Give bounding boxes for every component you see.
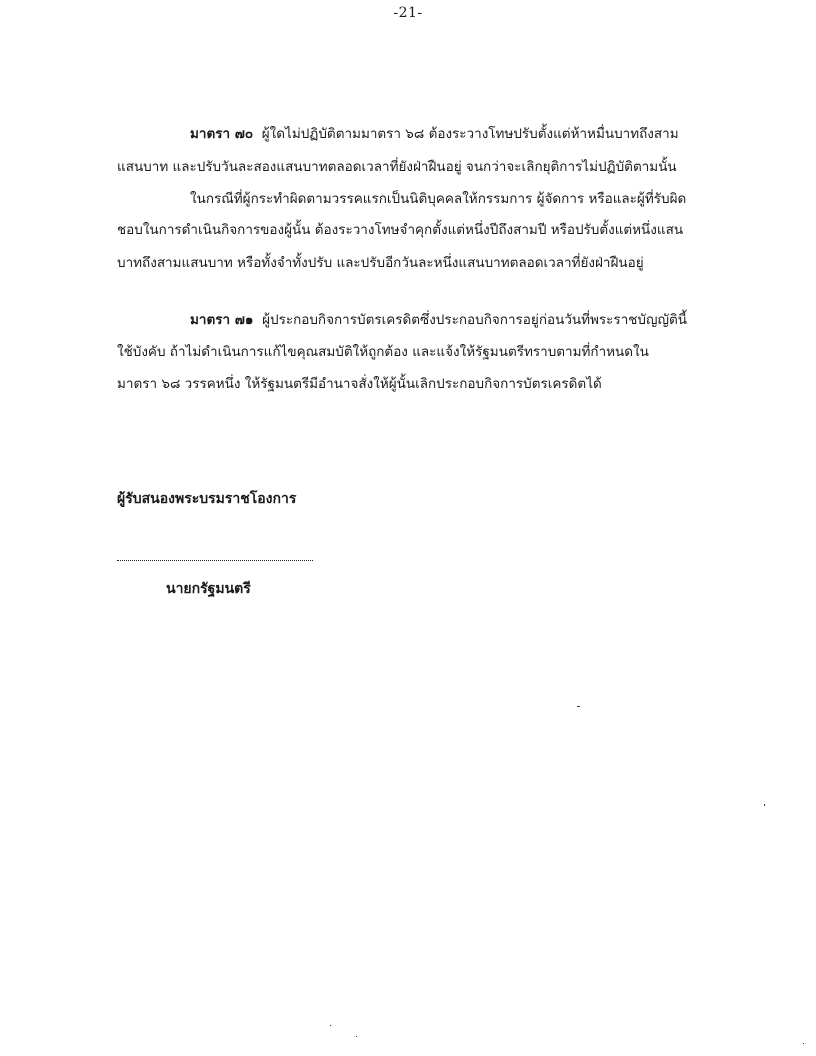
section-70-label: มาตรา ๗๐ bbox=[190, 126, 254, 142]
section-70-line-2: แสนบาท และปรับวันละสองแสนบาทตลอดเวลาที่ยังฝ่าฝืนอยู่ จนกว่าจะเลิกยุติการไม่ปฏิบัติตามนั้น bbox=[117, 159, 677, 175]
signature-line bbox=[117, 552, 313, 561]
page-number: -21- bbox=[393, 5, 423, 21]
section-70-line-5: บาทถึงสามแสนบาท หรือทั้งจำทั้งปรับ และปรับอีกวันละหนึ่งแสนบาทตลอดเวลาที่ยังฝ่าฝืนอยู่ bbox=[117, 255, 644, 271]
section-70-line-1 bbox=[190, 125, 679, 143]
countersign-heading: ผู้รับสนองพระบรมราชโองการ bbox=[117, 491, 297, 507]
section-70-line-3: ในกรณีที่ผู้กระทำผิดตามวรรคแรกเป็นนิติบุคคลให้กรรมการ ผู้จัดการ หรือและผู้ที่รับผิด bbox=[190, 191, 687, 207]
section-71-line-2: ใช้บังคับ ถ้าไม่ดำเนินการแก้ไขคุณสมบัติให้ถูกต้อง และแจ้งให้รัฐมนตรีทราบตามที่กำหนดใน bbox=[117, 344, 649, 360]
section-71-text-1: ผู้ประกอบกิจการบัตรเครดิตซึ่งประกอบกิจการอยู่ก่อนวันที่พระราชบัญญัตินี้ bbox=[262, 312, 688, 328]
section-70-text-1: ผู้ใดไม่ปฏิบัติตามมาตรา ๖๘ ต้องระวางโทษปรับตั้งแต่ห้าหมื่นบาทถึงสาม bbox=[261, 126, 679, 142]
section-71-line-3: มาตรา ๖๘ วรรคหนึ่ง ให้รัฐมนตรีมีอำนาจสั่งให้ผู้นั้นเลิกประกอบกิจการบัตรเครดิตได้ bbox=[117, 376, 602, 392]
countersign-title: นายกรัฐมนตรี bbox=[166, 581, 251, 597]
scan-speck bbox=[356, 1036, 357, 1037]
section-70-line-4: ชอบในการดำเนินกิจการของผู้นั้น ต้องระวางโทษจำคุกตั้งแต่หนึ่งปีถึงสามปี หรือปรับตั้งแต่หนึ่งแสน bbox=[117, 222, 684, 238]
scan-speck bbox=[577, 706, 580, 707]
scan-speck bbox=[330, 1025, 331, 1026]
scan-speck bbox=[803, 1043, 804, 1044]
section-71-label: มาตรา ๗๑ bbox=[190, 312, 254, 328]
scan-speck bbox=[764, 804, 765, 806]
section-71-line-1 bbox=[190, 311, 687, 329]
